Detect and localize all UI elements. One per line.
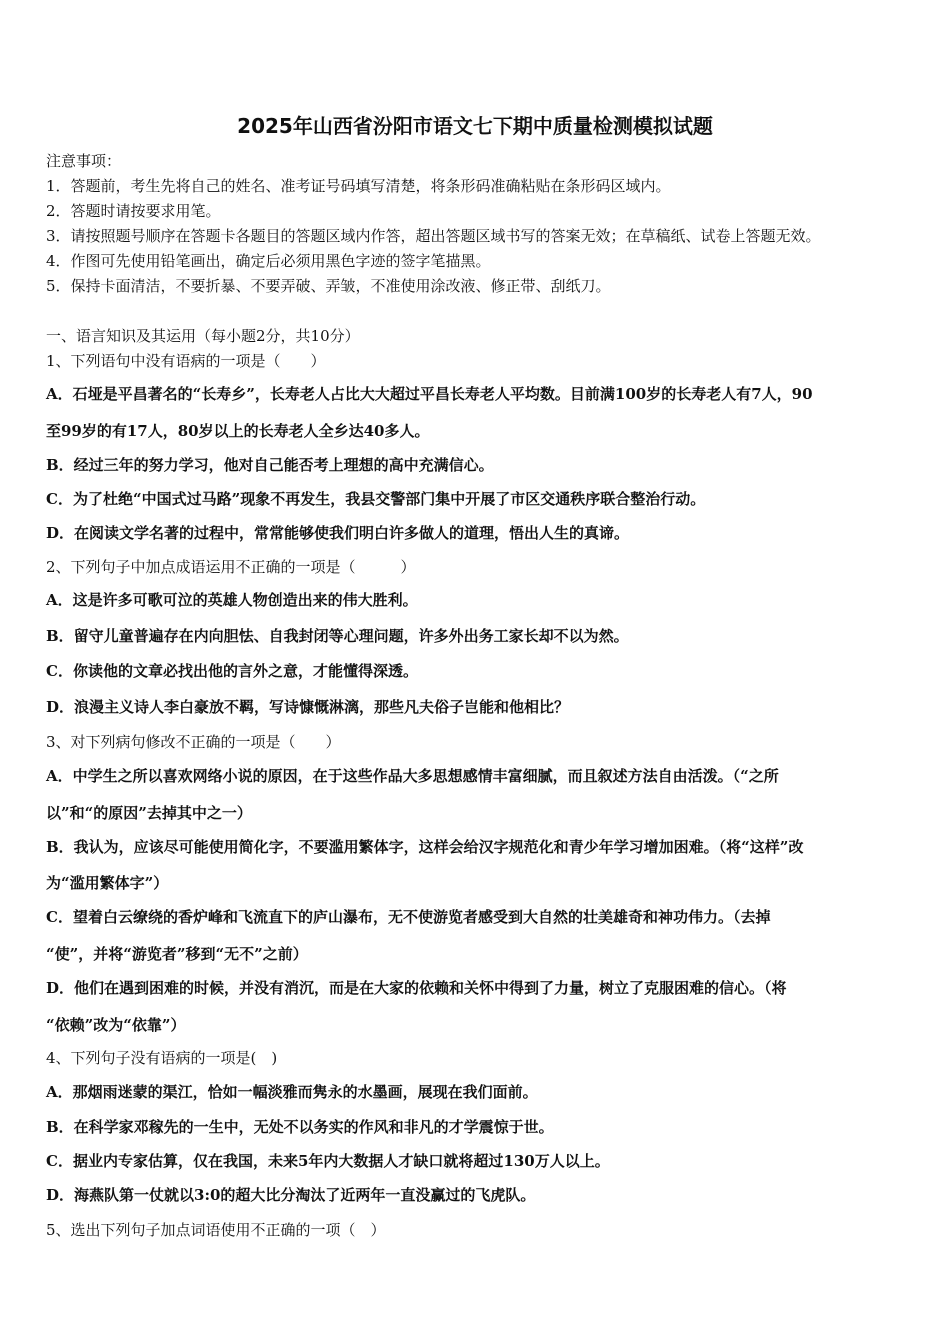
question-1-option-d: D．在阅读文学名著的过程中，常常能够使我们明白许多做人的道理，悟出人生的真谛。 <box>46 524 630 542</box>
question-2-option-a: A．这是许多可歌可泣的英雄人物创造出来的伟大胜利。 <box>46 591 418 609</box>
question-3-option-d: D．他们在遇到困难的时候，并没有消沉，而是在大家的依赖和关怀中得到了力量，树立了克服困难的信心。（将 <box>46 979 787 997</box>
notice-item-3: 3．请按照题号顺序在答题卡各题目的答题区域内作答，超出答题区域书写的答案无效；在草稿纸、试卷上答题无效。 <box>46 227 821 245</box>
notice-item-2: 2．答题时请按要求用笔。 <box>46 202 221 220</box>
question-2-stem: 2、下列句子中加点成语运用不正确的一项是（ ） <box>46 558 416 576</box>
question-3-option-b: B．我认为，应该尽可能使用简化字，不要滥用繁体字，这样会给汉字规范化和青少年学习增加困难。（将“这样”改 <box>46 838 804 856</box>
section-heading: 一、语言知识及其运用（每小题2分，共10分） <box>46 327 360 345</box>
notice-item-1: 1．答题前，考生先将自己的姓名、准考证号码填写清楚，将条形码准确粘贴在条形码区域内。 <box>46 177 671 195</box>
question-4-stem: 4、下列句子没有语病的一项是( ) <box>46 1049 278 1067</box>
question-4-option-b: B．在科学家邓稼先的一生中，无处不以务实的作风和非凡的才学震惊于世。 <box>46 1118 554 1136</box>
notice-heading: 注意事项： <box>46 152 122 170</box>
question-3-option-d-cont: “依赖”改为“依靠”） <box>46 1016 186 1034</box>
notice-item-4: 4．作图可先使用铅笔画出，确定后必须用黑色字迹的签字笔描黑。 <box>46 252 491 270</box>
question-3-option-c: C．望着白云缭绕的香炉峰和飞流直下的庐山瀑布，无不使游览者感受到大自然的壮美雄奇和神功伟力。（去掉 <box>46 908 771 926</box>
question-1-stem: 1、下列语句中没有语病的一项是（ ） <box>46 352 326 370</box>
question-1-option-a: A．石垭是平昌著名的“长寿乡”，长寿老人占比大大超过平昌长寿老人平均数。目前满100岁的长寿老人有7人，90 <box>46 385 813 403</box>
question-3-option-a-cont: 以”和“的原因”去掉其中之一） <box>46 804 252 822</box>
question-2-option-d: D．浪漫主义诗人李白豪放不羁，写诗慷慨淋漓，那些凡夫俗子岂能和他相比？ <box>46 698 570 716</box>
question-4-option-d: D．海燕队第一仗就以3:0的超大比分淘汰了近两年一直没赢过的飞虎队。 <box>46 1186 536 1204</box>
page-title: 2025年山西省汾阳市语文七下期中质量检测模拟试题 <box>237 114 713 138</box>
question-3-option-b-cont: 为“滥用繁体字”） <box>46 874 169 892</box>
question-3-option-a: A．中学生之所以喜欢网络小说的原因，在于这些作品大多思想感情丰富细腻，而且叙述方法自由活泼。（“之所 <box>46 767 779 785</box>
question-2-option-c: C．你读他的文章必找出他的言外之意，才能懂得深透。 <box>46 662 418 680</box>
question-1-option-b: B．经过三年的努力学习，他对自己能否考上理想的高中充满信心。 <box>46 456 494 474</box>
question-1-option-a-cont: 至99岁的有17人，80岁以上的长寿老人全乡达40多人。 <box>46 422 430 440</box>
question-1-option-c: C．为了杜绝“中国式过马路”现象不再发生，我县交警部门集中开展了市区交通秩序联合整治行动。 <box>46 490 706 508</box>
notice-item-5: 5．保持卡面清洁，不要折暴、不要弄破、弄皱，不准使用涂改液、修正带、刮纸刀。 <box>46 277 611 295</box>
question-3-option-c-cont: “使”，并将“游览者”移到“无不”之前） <box>46 945 308 963</box>
question-2-option-b: B．留守儿童普遍存在内向胆怯、自我封闭等心理问题，许多外出务工家长却不以为然。 <box>46 627 629 645</box>
question-5-stem: 5、选出下列句子加点词语使用不正确的一项（ ） <box>46 1221 386 1239</box>
question-3-stem: 3、对下列病句修改不正确的一项是（ ） <box>46 733 341 751</box>
question-4-option-a: A．那烟雨迷蒙的渠江，恰如一幅淡雅而隽永的水墨画，展现在我们面前。 <box>46 1083 538 1101</box>
question-4-option-c: C．据业内专家估算，仅在我国，未来5年内大数据人才缺口就将超过130万人以上。 <box>46 1152 610 1170</box>
